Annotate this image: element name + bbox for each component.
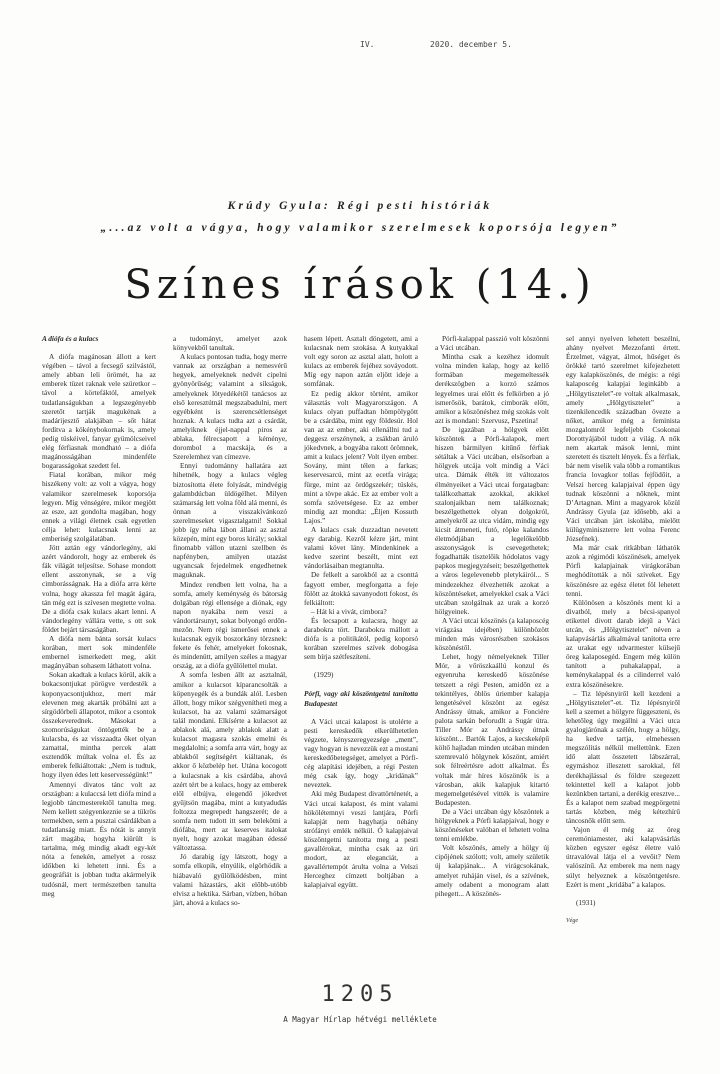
paragraph: A kulacs csak duzzadtan nevetett egy darabig. Kezről kézre járt, mint valami követ lány. Mindenkinek a kedve szerint beszélt, mint ezt vándorlásaiban megtanulta. (304, 524, 418, 571)
paragraph: Jött aztán egy vándorlegény, aki azért vándorolt, hogy az emberek és fák világát teljesítse. Sohase mondott ellent asszonynak, se a víg cimborásságnak. Ha a diófa arra kérte volna, hogy akassza fel magát ágára, tán még ezt is szívesen megtette volna. De a diófa csak kulacs akart lenni. A vándorlegény vállára vette, s ott sok földet bejárt társaságában. (42, 543, 156, 634)
paragraph: sel annyi nyelven lehetett beszélni, ahány nyelvet Mezzofanti értett. Érzelmet, vágyat, álmot, hűséget és örökké tartó szerelmet kifejezhetett egy kalapköszönés, de mégis: a régi kalaposcég kalapjai leginkább a „Hölgytisztelet”-re voltak alkalmasak, amely „Hölgytisztelet” a tizenkilencedik században övezte a nőket, amikor még a feminista mozgalomról legfeljebb Csokonai Dorottyájából tudott a világ. A nők nem akartak mások lenni, mint szeretett és tisztelt lények. És a férfiak, bár nem viselik vala több a romantikus francia lovagkor tollas fejfödőit, a Velszi herceg kalapjaival éppen úgy tudnak köszönni a nőknek, mint D’Artagnan. Mint a magyarok közül Andrássy Gyula (az idősebb, aki a Váci utcában járt iskolába, mielőtt külügyminiszterre lett volna Ferenc Józsefnek). (566, 334, 680, 544)
paragraph: Mintha csak a kezéhez idomult volna minden kalap, hogy az kellő formában megemeltessék derékszögben a korzó számos legyelmes urai előtt és felkörben a jó ismerősök, barátok, cimborák előtt, amikor a köszönéshez még szokás volt azt is mondani: Szervusz, Pszetina! (435, 352, 549, 425)
paragraph: a tudományt, amelyet azok könyvekből tanultak. (173, 334, 287, 353)
paragraph: Lehet, hogy némelyeknek Tiller Mór, a vőröszkaállú konzul és egyenruha kereskedő köszönése tetszett a régi Pesten, amidőn ez a tekintélyes, öblös úriember kalapja lengetésével köszönt az egész Andrássy útnak, amikor a Fonciére palota sarkán beforudlt a Sugár útra. Tiller Mór az Andrássy útnak köszönt... Bartók Lajos, a kecskeképű költő hajladan minden utcában minden szemrevaló hölgynek köszönt, amiért sok félreértésre adott alkalmat. És voltak már híres köszönők is a városban, akik kalapjuk kitartó megemelgetésével vitték is valamire Budapesten. (435, 652, 549, 807)
column-5 (566, 334, 680, 926)
paragraph: Aki még Budapest divattörténetét, a Váci utcai kalapost, és mint valami hökölétemnyi veszi lantjára, Pórfi kalapját nem hagyhatja néhány strófányi emlék nélkül. Ó kalapjaival köszöntgetni tanította meg a pesti gavallérokat, mintha csak az úri modort, az eleganciát, a gavallértempót árulta volna a Velszi Herceghez címzett boltjában a kalapjaival együtt. (304, 789, 418, 890)
paragraph: A diófa nem bánta sorsát kulacs korában, mert sok mindenféle embernel ismerkedett meg, akit magányában sohasem láthatott volna. (42, 634, 156, 671)
column-1 (42, 334, 156, 898)
paragraph: – Tiz lépésnyiről kell kezdeni a „Hölgytisztelet”-et. Tiz lépésnyiről kell a szemet a hölgyre függeszteni, és lehetőleg úgy megállni a Váci utca gyalogjárónak a szélén, hogy a hölgy, ha kedve tartja, elmehessen megszólítás nélkül mellettünk. Ezen idő alatt összetett lábszárral, egymáshoz illesztett sarokkal, fél derékhajlással és földre szegezett tekintettel kell a kalapot jobb kezünkben tartani, a derékig eresztve... És a kalapot nem szabad megpörgetni tartás közben, még kétezhírű táncosnők előtt sem. (566, 688, 680, 825)
kicker-author-series: Krúdy Gyula: Régi pesti históriák (227, 200, 493, 212)
subsection-heading: Pórfi, vagy aki köszöntgetni tanította Budapestet (304, 689, 418, 708)
paragraph: Jó darabig így látszott, hogy a somfa elkopik, elnyúlik, elgörhödik a hiábavaló gyűlölködésben, mint valami házastárs, akit előbb-utóbb elvisz a hektika. Sárban, vízben, hóban járt, ahová a kulacs so- (173, 852, 287, 907)
paragraph: A kulacs pontosan tudta, hogy merre vannak az országban a nemesvérű hegyek, amelyeknek nedvét cipelni gyönyörűség; valamint a síkságok, amelyeknek lötyedékétől tanácsos az első keresztútnál megszabadulni, mert egyébként is szerencsétlenséget hoznak. A kulacs tudta azt a csárdát, amelyiknek éjjel-nappal piros az ablaka, félrecsapott a kéménye, dorombol a macskája, és a Szerelemhez van címezve. (173, 352, 287, 462)
paragraph: A diófa magánosan állott a kert végében – távol a fecsegő szilvástól, amely abban leli örömét, ha az emberek tüzet raknak vele szüretkor – távol a körtefáktól, amelyek tudatlanságukban a legszegényebb szeretőt tartják magukénak a madárijesztő alakjában – sőt hátat fordítva a kökénybokornak is, amely pedig tüskéivel, fanyar gyümölcseivel elég férfiasnak mondható – a diófa magánosságában mindenféle bogarasságokat szedett fel. (42, 352, 156, 471)
kicker-quote: „...az volt a vágya, hogy valamikor szerelmesek koporsója legyen” (100, 222, 620, 234)
issue-date: 2020. december 5. (430, 40, 512, 49)
supplement-footer: A Magyar Hírlap hétvégi melléklete (283, 1015, 437, 1024)
paragraph: A Váci utcai köszönés (a kalaposcég virágzása idejében) különbözött minden más városrészben szokásos köszönéstől. (435, 615, 549, 653)
paragraph: – Hát ki a vivát, cimbora? (311, 606, 387, 616)
issue-number: IV. (360, 40, 375, 49)
paragraph: Vajon él még az öreg ceremóniamester, aki kalapvásárlás közben egyszer egész életre való útravalóval látja el a vevőit? Nem valószínű. Az emberek ma nem nagy súlyt helyeznek a köszöntgetésre. Ezért is ment „kridába” a kalapos. (566, 825, 680, 889)
section-heading: A diófa és a kulacs (42, 334, 99, 343)
paragraph: A somfa lesben állt az asztalnál, amikor a kulacsot kíparancsolták a köpenyegék és a bundák alól. Lesben állott, hogy mikor szégyenítheti meg a kulacsot, ha az valami számarságot talál mondani. Elkísérte a kulacsot az ablakok alá, amely ablakok alatt a kulacsot magasra szokás emelni és megdalolni; a somfa arra várt, hogy az ablakból segítségért kiáltanak, és akkor ő közbelép het. Utána kocogott a kulacsnak a kis csárdába, ahová azért tért be a kulacs, hogy az emberek elől elbújva, elegendő jókedvet gyűjtsön magába, mint a kutyadudás foltozza megrepedt hangszerét; de a somfa nem tudott itt sem belekötni a diófába, mert az keserves italokat nyelt, hogy azokat magában édessé változtassa. (173, 670, 287, 853)
paragraph: De a Váci utcában úgy köszöntek a hölgyeknek a Pórfi kalapjaival, hogy e köszönéseket valóban el lehetett volna tenni emlékbe. (435, 806, 549, 844)
paragraph: A Váci utcai kalapost is utolérte a pesti kereskedők elkerülhetetlen végzete, kényszeregyezsége „ment”, vagy hogyan is nevezzük ezt a mostani kereskedőbetegséget, amelyet a Pórfi-cég alapítási idejében, a régi Pesten még csak így, hogy „kridának” neveztek. (304, 716, 418, 790)
column-4 (435, 334, 549, 898)
paragraph: Különösen a köszönés ment ki a divatból, mely a bécsi-spanyol etikettel divott darab idejű a Váci utcán, és „Hölgytisztelet” néven a kalapvásárlás alkalmával tanította erre az urakat egy udvarmester külsejű öreg kalaposegéd. Engem még külön tanított a puhakalappal, a keménykalappal és a cilinderrel való extra köszönésekre. (566, 597, 680, 689)
paragraph: Mindez rendben lett volna, ha a somfa, amely keménység és bátorság dolgában régi ellensége a diónak, egy napon nyakába nem veszi a vándortársunyt, sokat bolyongó erdőn-mezőn. Nem régi ismerősei ennek a kulacsnak egyik boszorkány törzsnek: fekete és fehér, amelyeket fokosnak, és mindenütt, amilyen széles a magyar ország, az a diófa gyűlölettel mulat. (173, 579, 287, 671)
paragraph: De felkelt a sarokból az a csonttá fagyott ember, megforgatta a feje fölött az átokká savanyodott fokost, és felkiáltott: (304, 570, 418, 607)
paragraph: Ma már csak ritkábban láthatók azok a régimódi köszönések, amelyek Pórfi kalapjainak virágkorában meghódították a női szíveket. Egy köszönésre az egész életet föl lehetett tenni. (566, 543, 680, 598)
paragraph: Ez pedig akkor történt, amikor választás volt Magyarországon. A kulacs olyan puffadtan hömpölygött be a csárdába, mint egy földesúr. Hol van az az ember, aki ellenállni tud a deggesz erszénynek, a zsákban áruló jókedvnek, a bogyába rakott örömnek, amit a kulacs jelent? Volt ilyen ember. Sovány, mint télen a farkas; keservesarcú, mint az ecetfa virága; fürge, mint az ördögszekér; tüskés, mint a tövpe akác. Ez az ember volt a somfa szövetségese. Ez az ember mindig azt mondta: „Éljen Kossuth Lajos.” (304, 388, 418, 525)
paragraph: De igazában a hölgyek előtt köszöntek a Pórfi-kalapok, mert hiszen bármilyen kitűnő férfiak sétáltak a Váci utcában, elsősorban a hölgyek utcája volt mindig a Váci utca. Dámák élték itt változatos élményeiket a Váci utcai forgatagban: találkozhattak azokkal, akikkel szalonjaikban nem találkoznak; beszélgethettek olyan dolgokról, amelyekről az utca vidám, mindig egy kicsit átmeneti, futó, röpke kalandos életmódjában a legelőkelőbb asszonyságok is csevegethetek; fogadhatták tisztelőik hódolatos vagy papkos megjegyzéseit; beszélgethettek a város legelevenebb pletykáiról... S mindezekhez élvezhették azokat a köszöntéseket, amelyekkel csak a Váci utcában szolgálnak az urak a korzó hölgyeinek. (435, 424, 549, 616)
paragraph: Pórfi-kalappal passzió volt köszönni a Váci utcában. (435, 334, 549, 353)
paragraph: Ennyi tudománny hallatára azt hihetnék, hogy a kulacs végleg biztosította élete folyását, mindvégig galambdúcban üldögélhet. Milyen számarság lett volna föld alá menni, és ónnan a visszakívánkozó szerelmeseket vigasztalgatni! Sokkal jobb így néha lábon állani az asztal közepén, mint egy boros király; sokkal finomabb vállon utazni szellben és napfényben, amilyen utazást ugyancsak fejedelmek engedhetnek maguknak. (173, 461, 287, 580)
paragraph: Fiatal korában, mikor még hiszékeny volt: az volt a vágya, hogy valamikor szerelmesek koporsója legyen. Míg vénségére, mikor megjött az esze, azt gondolta magában, hogy ennek a világi életnek csak egyetlen célja lehet: kulacsnak lenni az emberiség szolgálatában. (42, 470, 156, 543)
paragraph: És lecsapott a kulacsra, hogy az darabokra tört. Darabokra mállott a diófa is a politikától, pedig koporsó korában szerelmes szívek dobogása sem bírja szétfeszíteni. (304, 615, 418, 662)
year-note: (1929) (314, 670, 334, 680)
column-2 (173, 334, 287, 907)
paragraph: Sokan akadtak a kulacs körül, akik a bokacsontjukat pörögve verdesték a koponyacsontjukhoz, mert már elevenen meg akarták próbálni azt a sírgödörbeli állapotot, mikor a csontok összekeverednek. Másokat a szomorúságukat öntögették be a kulacsba, és az visszaadta őket olyan zamattal, mintha percek alatt esztendők múltak volna el. És az emberek felkiáltottak: „Nem is tudtuk, hogy ilyen édes lett keservességünk!” (42, 670, 156, 780)
paragraph: Volt köszönés, amely a hölgy új cipőjének szólott; volt, amely születik új kalapjának... A virágcsokának, amelyet ruháján visel, és a szívének, amely odabent a monogram alatt pihegett... A köszönés- (435, 843, 549, 898)
page-number: 1205 (321, 982, 399, 1007)
paragraph: Amennyi divatos tánc volt az országban: a kulaccsá lett diófa mind a legjobb táncmesterektől tanulta meg. Nem kellett szégyenkeznie se a tükrös termekben, sem a pusztai csárdákban a tudatlanság miatt. És nótát is annyit zárt magába, hogyha kiürült is tartalma, még mindig akadt egy-két nóta a fenekén, amelyet a rossz időkben ki lehetett inni. És a geográfiát is jobban tudta akármelyik tudósnál, mert természetben tanulta meg (42, 779, 156, 898)
paragraph: hasem lépett. Asztalt döngetett, ami a kulacsnak nem szokása. A kutyakkal volt egy soron az asztal alatt, holott a kulacs az emberek fejéhez sováyodott. Míg egy napon aztán eljött ideje a somfának. (304, 334, 418, 389)
end-mark: Vége (566, 917, 578, 924)
article-body (42, 334, 680, 974)
column-3 (304, 334, 418, 889)
article-title: Színes írások (14.) (124, 262, 596, 308)
year-note: (1931) (576, 897, 596, 907)
